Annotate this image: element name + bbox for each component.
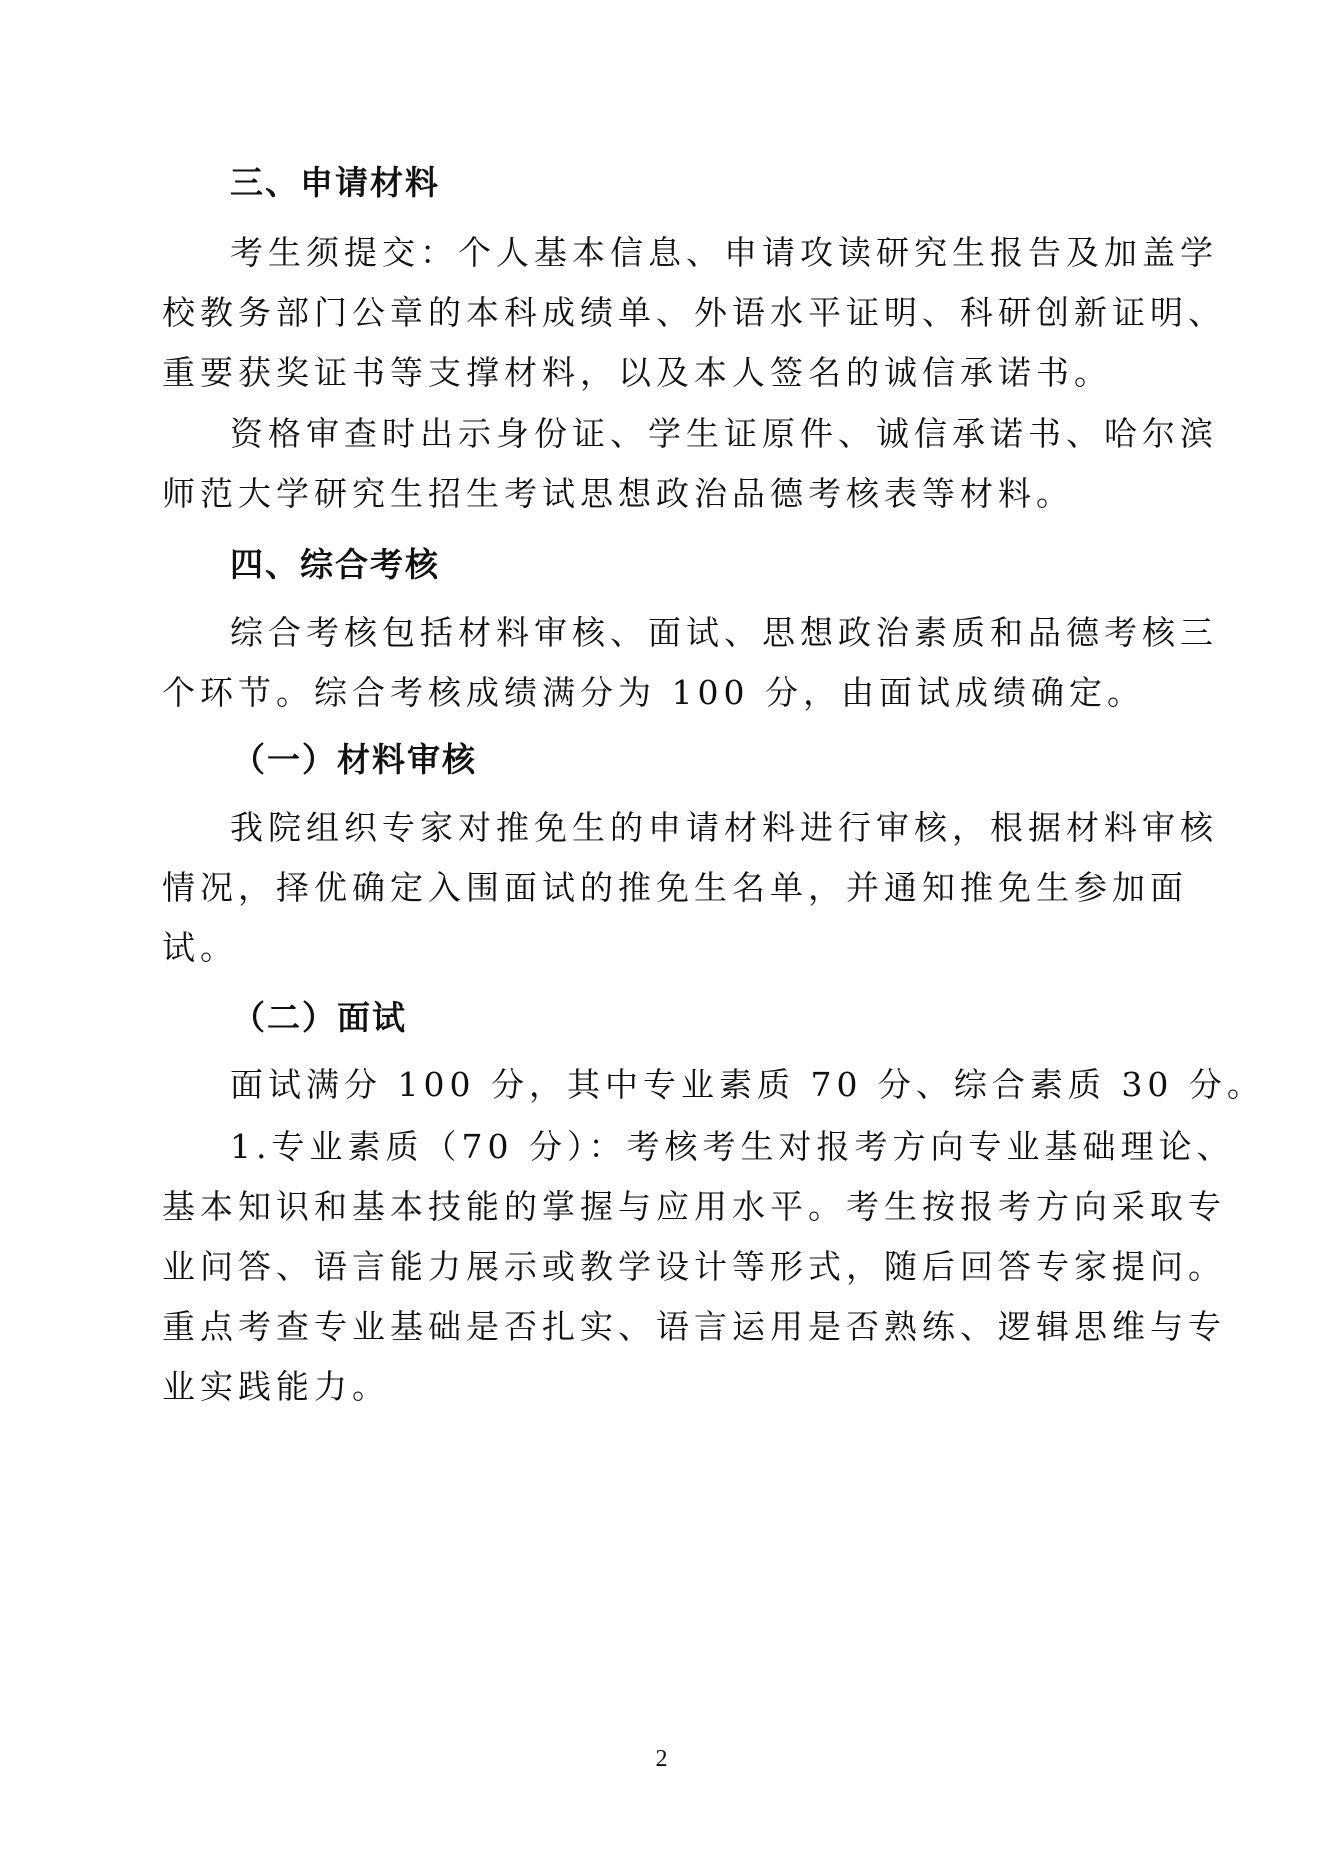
- paragraph-line: 师范大学研究生招生考试思想政治品德考核表等材料。: [162, 474, 1074, 513]
- paragraph-line: 校教务部门公章的本科成绩单、外语水平证明、科研创新证明、: [162, 293, 1226, 332]
- section-heading-application-materials: 三、申请材料: [230, 163, 440, 202]
- paragraph-line: 业问答、语言能力展示或教学设计等形式，随后回答专家提问。: [162, 1247, 1226, 1286]
- paragraph-line: 基本知识和基本技能的掌握与应用水平。考生按报考方向采取专: [162, 1187, 1226, 1226]
- subsection-heading-interview: （二）面试: [232, 998, 407, 1037]
- paragraph-line: 情况，择优确定入围面试的推免生名单，并通知推免生参加面: [162, 868, 1188, 907]
- subsection-heading-material-review: （一）材料审核: [232, 740, 477, 779]
- paragraph-line: 综合考核包括材料审核、面试、思想政治素质和品德考核三: [230, 613, 1218, 652]
- paragraph-line: 试。: [162, 928, 238, 967]
- section-heading-comprehensive-assessment: 四、综合考核: [230, 545, 440, 584]
- paragraph-line: 1.专业素质（70 分）：考核考生对报考方向专业基础理论、: [230, 1127, 1235, 1166]
- paragraph-line: 面试满分 100 分，其中专业素质 70 分、综合素质 30 分。: [230, 1065, 1265, 1104]
- paragraph-line: 重要获奖证书等支撑材料，以及本人签名的诚信承诺书。: [162, 353, 1112, 392]
- paragraph-line: 考生须提交：个人基本信息、申请攻读研究生报告及加盖学: [230, 233, 1218, 272]
- paragraph-line: 业实践能力。: [162, 1367, 390, 1406]
- paragraph-line: 重点考查专业基础是否扎实、语言运用是否熟练、逻辑思维与专: [162, 1307, 1226, 1346]
- paragraph-line: 资格审查时出示身份证、学生证原件、诚信承诺书、哈尔滨: [230, 414, 1218, 453]
- paragraph-line: 个环节。综合考核成绩满分为 100 分，由面试成绩确定。: [162, 673, 1145, 712]
- paragraph-line: 我院组织专家对推免生的申请材料进行审核，根据材料审核: [230, 808, 1218, 847]
- page-number: 2: [655, 1746, 668, 1772]
